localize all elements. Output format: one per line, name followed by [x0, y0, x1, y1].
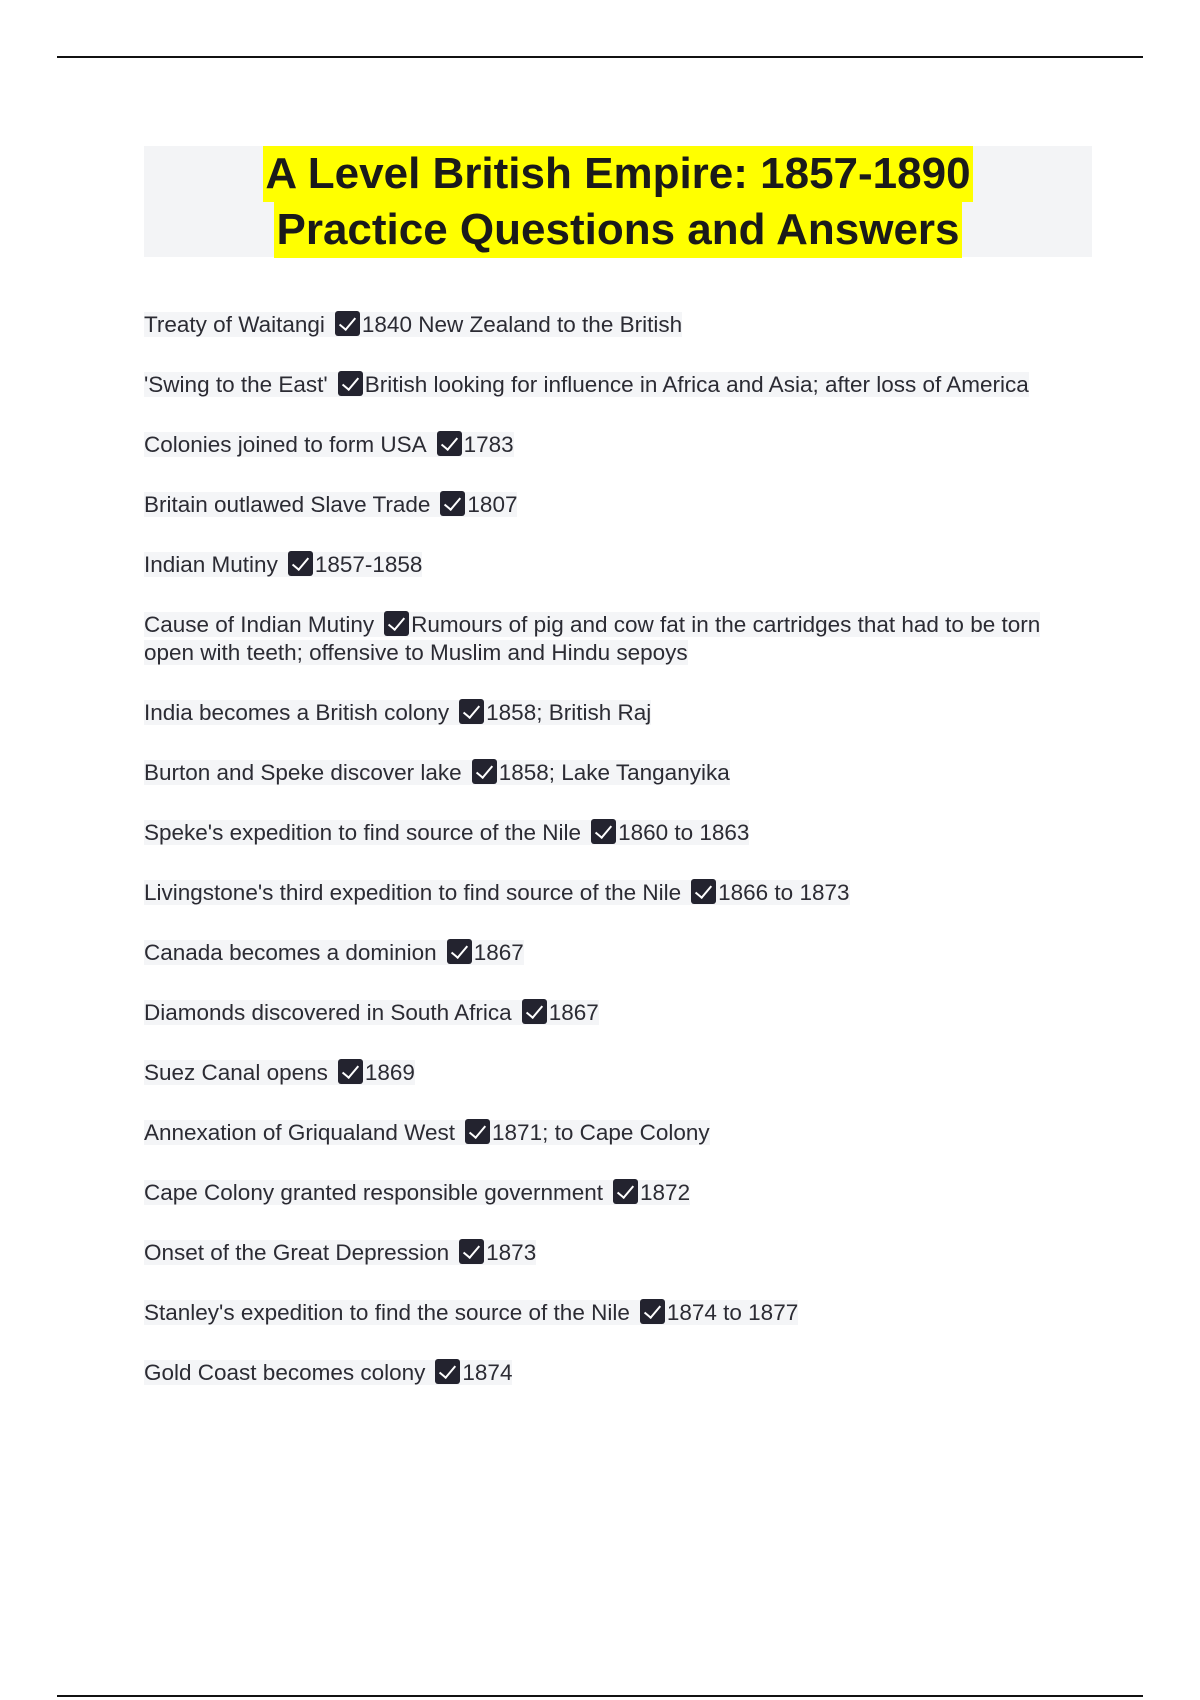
- qa-item: [144, 939, 1064, 967]
- checkmark-box-icon: [640, 1299, 665, 1324]
- checkmark-box-icon: [338, 1059, 363, 1084]
- qa-text: [144, 552, 422, 577]
- answer-text: 1860 to 1863: [618, 820, 750, 845]
- qa-item: [144, 1179, 1064, 1207]
- question-text: Annexation of Griqualand West: [144, 1120, 456, 1145]
- answer-text: 1857-1858: [314, 552, 423, 577]
- qa-item: [144, 699, 1064, 727]
- bottom-rule: [57, 1695, 1143, 1697]
- checkmark-box-icon: [522, 999, 547, 1024]
- question-text: Livingstone's third expedition to find source of the Nile: [144, 880, 682, 905]
- checkmark-box-icon: [437, 431, 462, 456]
- answer-text: British looking for influence in Africa and Asia; after loss of America: [364, 372, 1029, 397]
- qa-text: [144, 940, 524, 965]
- checkmark-box-icon: [435, 1359, 460, 1384]
- qa-text: [144, 880, 850, 905]
- question-text: Stanley's expedition to find the source of the Nile: [144, 1300, 630, 1325]
- question-text: Burton and Speke discover lake: [144, 760, 462, 785]
- checkmark-box-icon: [288, 551, 313, 576]
- answer-text: 1867: [548, 1000, 599, 1025]
- top-rule: [57, 56, 1143, 58]
- answer-text: 1867: [473, 940, 524, 965]
- qa-item: [144, 491, 1064, 519]
- answer-text: 1871; to Cape Colony: [492, 1120, 710, 1145]
- answer-text: 1858; British Raj: [486, 700, 652, 725]
- qa-item: [144, 1299, 1064, 1327]
- qa-text: [144, 492, 517, 517]
- question-text: Gold Coast becomes colony: [144, 1360, 426, 1385]
- answer-text: 1858; Lake Tanganyika: [498, 760, 730, 785]
- question-text: India becomes a British colony: [144, 700, 450, 725]
- qa-text: [144, 1060, 415, 1085]
- qa-item: [144, 1059, 1064, 1087]
- checkmark-box-icon: [447, 939, 472, 964]
- checkmark-box-icon: [335, 311, 360, 336]
- question-text: Colonies joined to form USA: [144, 432, 427, 457]
- qa-item: [144, 1119, 1064, 1147]
- qa-text: [144, 820, 749, 845]
- title-block: [144, 146, 1092, 257]
- qa-text: [144, 1300, 798, 1325]
- checkmark-box-icon: [459, 1239, 484, 1264]
- question-text: 'Swing to the East': [144, 372, 328, 397]
- question-text: Speke's expedition to find source of the Nile: [144, 820, 582, 845]
- question-text: Cape Colony granted responsible government: [144, 1180, 604, 1205]
- question-text: Onset of the Great Depression: [144, 1240, 450, 1265]
- answer-text: 1873: [486, 1240, 537, 1265]
- checkmark-box-icon: [472, 759, 497, 784]
- qa-item: [144, 999, 1064, 1027]
- question-text: Britain outlawed Slave Trade: [144, 492, 431, 517]
- qa-text: [144, 1180, 690, 1205]
- question-text: Treaty of Waitangi: [144, 312, 325, 337]
- qa-item: [144, 879, 1064, 907]
- page-title-line-2: Practice Questions and Answers: [274, 202, 961, 258]
- qa-item: [144, 611, 1064, 667]
- qa-item: [144, 1359, 1064, 1387]
- checkmark-box-icon: [591, 819, 616, 844]
- qa-list: [144, 311, 1092, 1419]
- qa-item: [144, 1239, 1064, 1267]
- qa-item: [144, 551, 1064, 579]
- qa-text: [144, 1000, 599, 1025]
- answer-text: 1869: [364, 1060, 415, 1085]
- question-text: Cause of Indian Mutiny: [144, 612, 375, 637]
- qa-text: [144, 432, 514, 457]
- checkmark-box-icon: [384, 611, 409, 636]
- question-text: Canada becomes a dominion: [144, 940, 437, 965]
- qa-item: [144, 371, 1064, 399]
- qa-text: [144, 372, 1029, 397]
- checkmark-box-icon: [338, 371, 363, 396]
- question-text: Diamonds discovered in South Africa: [144, 1000, 512, 1025]
- answer-text: 1866 to 1873: [718, 880, 850, 905]
- checkmark-box-icon: [459, 699, 484, 724]
- qa-text: [144, 612, 1040, 665]
- answer-text: 1872: [640, 1180, 691, 1205]
- checkmark-box-icon: [691, 879, 716, 904]
- question-text: Indian Mutiny: [144, 552, 278, 577]
- qa-text: [144, 1360, 512, 1385]
- checkmark-box-icon: [440, 491, 465, 516]
- answer-text: Rumours of pig and cow fat in the cartridges that had to be torn open with teeth; offensive to Muslim and Hindu sepoys: [144, 612, 1041, 665]
- checkmark-box-icon: [465, 1119, 490, 1144]
- qa-text: [144, 1120, 710, 1145]
- answer-text: 1807: [467, 492, 518, 517]
- qa-item: [144, 759, 1064, 787]
- qa-item: [144, 311, 1064, 339]
- qa-item: [144, 819, 1064, 847]
- answer-text: 1874 to 1877: [666, 1300, 799, 1325]
- answer-text: 1840 New Zealand to the British: [361, 312, 683, 337]
- answer-text: 1783: [463, 432, 514, 457]
- page-title-line-1: A Level British Empire: 1857-1890: [263, 146, 972, 202]
- qa-text: [144, 312, 682, 337]
- qa-text: [144, 700, 651, 725]
- question-text: Suez Canal opens: [144, 1060, 328, 1085]
- qa-text: [144, 760, 730, 785]
- qa-item: [144, 431, 1064, 459]
- qa-text: [144, 1240, 536, 1265]
- answer-text: 1874: [462, 1360, 513, 1385]
- checkmark-box-icon: [613, 1179, 638, 1204]
